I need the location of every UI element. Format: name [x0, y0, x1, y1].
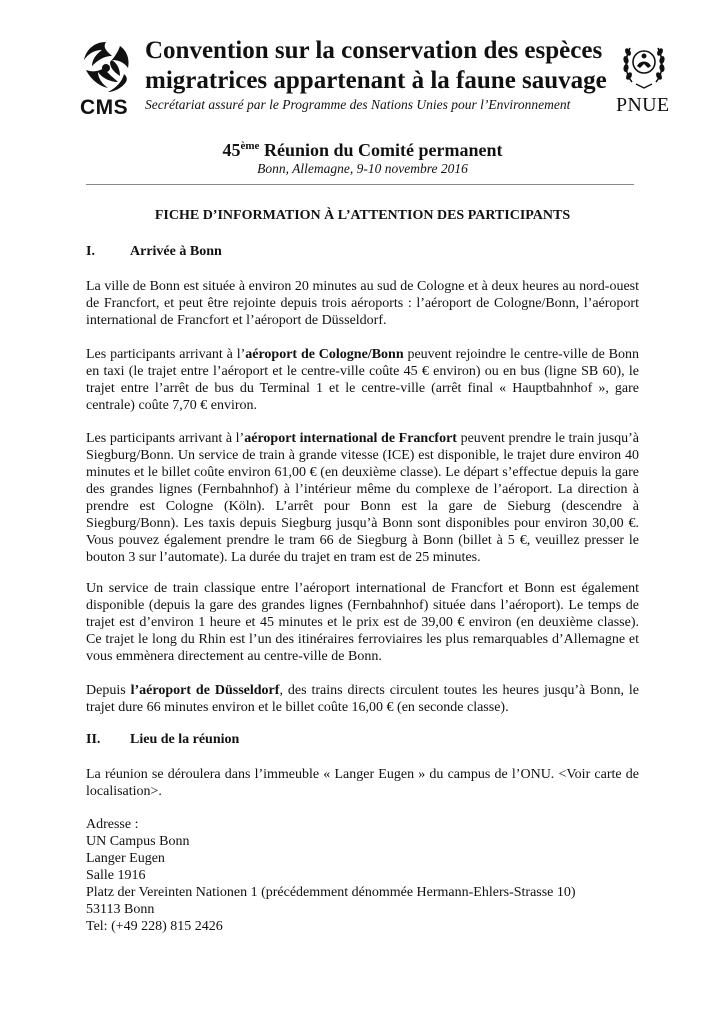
meeting-number: 45 [222, 140, 241, 160]
paragraph-dusseldorf: Depuis l’aéroport de Düsseldorf, des trains directs circulent toutes les heures jusqu’à Bonn, le trajet dure 66 minutes environ et le billet coûte 16,00 € (en seconde classe). [86, 683, 640, 715]
section-heading-venue [86, 732, 239, 748]
unep-logo-text: PNUE [616, 94, 670, 116]
frankfurt-airport-highlight: aéroport international de Francfort [244, 431, 457, 446]
cms-logo-text: CMS [80, 96, 129, 119]
paragraph-frankfurt-ice: Les participants arrivant à l’aéroport international de Francfort peuvent prendre le train jusqu’à Siegburg/Bonn. Un service de train à grande vitesse (ICE) est disponible, le trajet dure environ 40 minutes et le billet coûte environ 61,00 € (en deuxième classe). Le départ s’effectue depuis la gare des grandes lignes (Fernbahnhof) à l’intérieur même du complexe de l’aéroport. La direction à prendre est Cologne (Köln). L’arrêt pour Bonn est la gare de Sieburg (descendre à Siegburg/Bonn). Les taxis depuis Siegburg jusqu’à Bonn sont disponibles pour environ 30,00 €. Vous pouvez également prendre le tram 66 de Siegburg à Bonn (billet à 5 €, veuillez presser le bouton 3 sur l’automate). La durée du trajet en tram est de 25 minutes. [86, 431, 640, 565]
paragraph-venue: La réunion se déroulera dans l’immeuble « Langer Eugen » du campus de l’ONU. <Voir carte de localisation>. [86, 767, 639, 799]
section-number: I. [86, 244, 95, 259]
venue-address [86, 816, 576, 935]
address-line: Adresse : [86, 817, 139, 832]
address-line: Salle 1916 [86, 868, 146, 883]
header-divider [86, 184, 634, 185]
address-line: 53113 Bonn [86, 902, 155, 917]
address-line: UN Campus Bonn [86, 834, 190, 849]
dusseldorf-airport-highlight: l’aéroport de Düsseldorf [130, 683, 280, 698]
paragraph-cologne-bonn: Les participants arrivant à l’aéroport de Cologne/Bonn peuvent rejoindre le centre-ville de Bonn en taxi (le trajet entre l’aéroport et le centre-ville coûte 45 € environ) ou en bus (ligne SB 60), le trajet entre l’arrêt de bus du Terminal 1 et le centre-ville (arrêt final « Hauptbahnhof », gare centrale) coûte 7,70 € environ. [86, 347, 639, 413]
address-line: Langer Eugen [86, 851, 165, 866]
section-title: Arrivée à Bonn [130, 244, 222, 259]
meeting-name: Réunion du Comité permanent [259, 140, 503, 160]
document-title: FICHE D’INFORMATION À L’ATTENTION DES PARTICIPANTS [154, 208, 571, 223]
section-heading-arrival [86, 244, 222, 260]
section-title: Lieu de la réunion [130, 732, 240, 747]
section-number: II. [86, 732, 101, 747]
address-line: Platz der Vereinten Nationen 1 (précédemment dénommée Hermann-Ehlers-Strasse 10) [86, 885, 576, 900]
paragraph-intro: La ville de Bonn est située à environ 20 minutes au sud de Cologne et à deux heures au nord-ouest de Francfort, et peut être rejointe depuis trois aéroports : l’aéroport de Cologne/Bonn, l’aéroport international de Francfort et l’aéroport de Düsseldorf. [86, 279, 639, 328]
meeting-place-date: Bonn, Allemagne, 9-10 novembre 2016 [257, 161, 468, 176]
meeting-number-superscript: ème [240, 140, 260, 152]
cologne-bonn-airport-highlight: aéroport de Cologne/Bonn [245, 347, 404, 362]
unep-laurel-globe-icon [622, 38, 666, 90]
secretariat-line: Secrétariat assuré par le Programme des Nations Unies pour l’Environnement [145, 97, 571, 112]
paragraph-frankfurt-regional-train: Un service de train classique entre l’aéroport international de Francfort et Bonn est également disponible (depuis la gare des grandes lignes (Fernbahnhof) située dans l’aéroport). Le temps de trajet est d’environ 1 heure et 45 minutes et le prix est de 39,00 € environ (en deuxième classe). Ce trajet le long du Rhin est l’un des itinéraires ferroviaires les plus remarquables d’Allemagne et vous emmènera directement au centre-ville de Bonn. [86, 581, 639, 664]
convention-title-line1: Convention sur la conservation des espèces [145, 37, 603, 64]
meeting-title [0, 140, 725, 161]
address-phone: Tel: (+49 228) 815 2426 [86, 919, 223, 934]
convention-title [145, 36, 625, 96]
convention-title-line2: migratrices appartenant à la faune sauvage [145, 67, 607, 94]
